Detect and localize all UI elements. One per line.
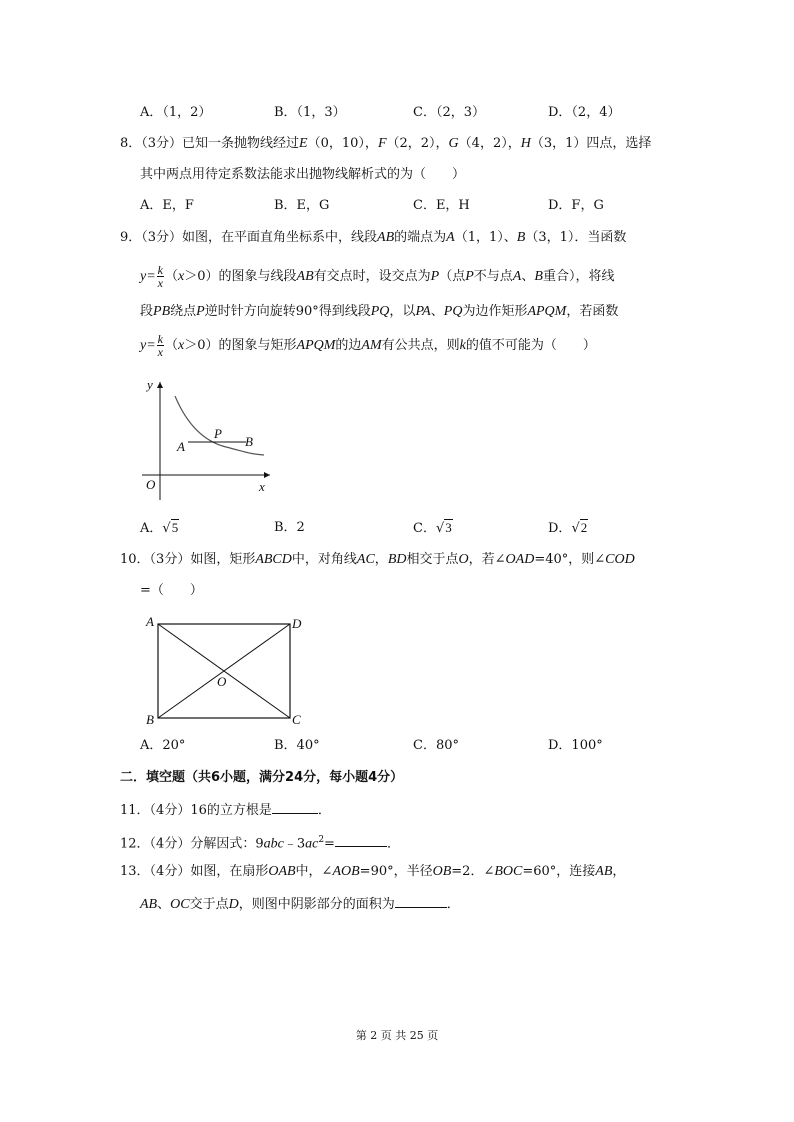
q9-option-c-radicand: 3 bbox=[445, 520, 452, 535]
q9-stem-line3 bbox=[140, 302, 618, 322]
q11-end: ． bbox=[317, 803, 331, 818]
q9-var: APQM bbox=[296, 338, 336, 353]
q13-end: ． bbox=[446, 897, 460, 912]
q9-var: AB bbox=[377, 230, 395, 245]
q9-option-d-radicand: 2 bbox=[580, 520, 588, 535]
q13-text: ， bbox=[612, 864, 626, 879]
q9-var: PQ bbox=[443, 304, 463, 319]
q9-text: 、 bbox=[430, 304, 444, 319]
q9-option-d-prefix: D． bbox=[548, 521, 572, 536]
q8-point-f: F bbox=[377, 136, 387, 151]
q9-var: PA bbox=[415, 304, 431, 319]
q10-stem-line2: =（ ） bbox=[140, 583, 203, 598]
q8-option-a: A．E，F bbox=[140, 198, 194, 213]
q13-var: OB bbox=[432, 864, 452, 879]
vertex-c-label: C bbox=[292, 712, 301, 727]
origin-label: O bbox=[146, 477, 156, 492]
q10-var: O bbox=[458, 552, 469, 567]
q13-stem-line2 bbox=[140, 893, 460, 915]
q9-text: 为边作矩形 bbox=[462, 304, 528, 319]
q8-coord-f: （2，2）， bbox=[386, 136, 449, 151]
q9-text: （ bbox=[165, 338, 179, 353]
q9-text: （点 bbox=[439, 269, 466, 284]
q7-option-a: A．（1，2） bbox=[140, 105, 212, 120]
q8-option-c: C．E，H bbox=[413, 198, 470, 213]
q9-var: A bbox=[446, 230, 455, 245]
q8-coord-g: （4，2）， bbox=[458, 136, 521, 151]
q10-text: ， bbox=[374, 552, 388, 567]
q8-coord-e: （0，10）， bbox=[307, 136, 378, 151]
vertex-d-label: D bbox=[292, 616, 302, 631]
sqrt-icon: √3 bbox=[435, 520, 452, 536]
q9-text: 9．（3分）如图，在平面直角坐标系中，线段 bbox=[120, 230, 378, 245]
q13-text: 13．（4分）如图，在扇形 bbox=[120, 864, 269, 879]
q13-text: 、 bbox=[157, 897, 171, 912]
q9-stem-line4 bbox=[140, 331, 596, 361]
q10-text: =40°，则∠ bbox=[534, 552, 606, 567]
q9-text: 有公共点，则 bbox=[381, 338, 460, 353]
q9-text: 重合），将线 bbox=[542, 269, 615, 284]
point-a-label: A bbox=[177, 439, 185, 454]
q10-rectangle-figure bbox=[140, 612, 310, 732]
q9-text: 不与点 bbox=[473, 269, 513, 284]
q9-var: AB bbox=[296, 269, 314, 284]
q11-text: 11．（4分）16的立方根是 bbox=[120, 803, 272, 818]
q12-equals: = bbox=[324, 836, 335, 852]
q13-var: AB bbox=[595, 864, 613, 879]
q10-text: 相交于点 bbox=[406, 552, 459, 567]
q9-option-c bbox=[413, 518, 453, 539]
q13-var: BOC bbox=[494, 864, 523, 879]
q13-var: OAB bbox=[268, 864, 296, 879]
q13-text: ，则图中阴影部分的面积为 bbox=[238, 897, 395, 912]
q11-answer-blank[interactable] bbox=[272, 799, 318, 814]
vertex-a-label: A bbox=[146, 614, 154, 629]
q9-var: A bbox=[512, 269, 522, 284]
q8-point-h: H bbox=[520, 136, 531, 151]
q9-option-a-radicand: 5 bbox=[171, 520, 179, 535]
q9-frac-num: k bbox=[157, 332, 163, 346]
q9-var: k bbox=[459, 338, 466, 353]
q9-option-a bbox=[140, 518, 179, 539]
q8-stem-line1 bbox=[120, 134, 651, 154]
q9-stem-line2 bbox=[140, 262, 614, 292]
q13-var: D bbox=[228, 897, 239, 912]
q9-option-b: B．2 bbox=[274, 520, 305, 535]
q9-func-lhs: y= bbox=[140, 338, 156, 353]
q9-frac-den: x bbox=[157, 276, 163, 290]
center-o-label: O bbox=[217, 674, 227, 689]
q8-point-e: E bbox=[299, 136, 308, 151]
q10-option-d: D．100° bbox=[548, 738, 603, 753]
q12-term: abc bbox=[263, 836, 284, 852]
q9-text: 的端点为 bbox=[394, 230, 447, 245]
q8-point-g: G bbox=[448, 136, 459, 151]
q10-option-a: A．20° bbox=[140, 738, 186, 753]
q13-var: AOB bbox=[332, 864, 360, 879]
point-b-label: B bbox=[245, 434, 253, 449]
sqrt-icon: √2 bbox=[571, 520, 588, 536]
q9-var: AM bbox=[361, 338, 382, 353]
q9-text: 的值不可能为（ ） bbox=[465, 338, 596, 353]
q10-var: OAD bbox=[505, 552, 535, 567]
q9-fraction bbox=[157, 264, 164, 289]
q9-var: PB bbox=[153, 304, 171, 319]
q9-text: ，以 bbox=[389, 304, 416, 319]
point-p-label: P bbox=[214, 426, 222, 441]
vertex-b-label: B bbox=[146, 712, 154, 727]
q7-option-b: B．（1，3） bbox=[274, 105, 346, 120]
q9-text: （ bbox=[165, 269, 179, 284]
q9-text: ＞0）的图象与矩形 bbox=[184, 338, 297, 353]
q8-number: 8．（3分）已知一条抛物线经过 bbox=[120, 136, 300, 151]
q9-text: 、 bbox=[521, 269, 535, 284]
q10-var: BD bbox=[387, 552, 407, 567]
q10-text: ，若∠ bbox=[468, 552, 506, 567]
q12-end: ． bbox=[386, 836, 400, 852]
q7-option-c: C．（2，3） bbox=[413, 105, 485, 120]
q12-text: 12．（4分）分解因式：9 bbox=[120, 836, 264, 852]
page-footer: 第 2 页 共 25 页 bbox=[355, 1029, 439, 1042]
y-axis-label: y bbox=[147, 377, 153, 392]
q13-text: 交于点 bbox=[189, 897, 229, 912]
q8-option-b: B．E，G bbox=[274, 198, 330, 213]
q9-var: P bbox=[430, 269, 440, 284]
q12-term: ac bbox=[305, 836, 319, 852]
q9-var: APQM bbox=[527, 304, 567, 319]
q10-option-b: B．40° bbox=[274, 738, 320, 753]
q9-var: x bbox=[178, 269, 185, 284]
q9-frac-num: k bbox=[157, 263, 163, 277]
q9-stem-line1 bbox=[120, 228, 626, 248]
q9-option-a-prefix: A． bbox=[140, 521, 163, 536]
x-axis-label: x bbox=[259, 479, 265, 494]
q13-text: =2．∠ bbox=[451, 864, 495, 879]
q13-stem-line1 bbox=[120, 862, 625, 882]
q9-text: 逆时针方向旋转90°得到线段 bbox=[204, 304, 371, 319]
q13-var: AB bbox=[140, 897, 158, 912]
q9-text: ＞0）的图象与线段 bbox=[184, 269, 297, 284]
q9-func-lhs: y= bbox=[140, 269, 156, 284]
q7-option-d: D．（2，4） bbox=[548, 105, 621, 120]
q9-text: 段 bbox=[140, 304, 154, 319]
q9-text: 绕点 bbox=[170, 304, 197, 319]
q9-var: PQ bbox=[370, 304, 390, 319]
q9-text: 有交点时，设交点为 bbox=[313, 269, 431, 284]
q12-stem bbox=[120, 830, 400, 854]
q9-text: 的边 bbox=[335, 338, 362, 353]
q9-var: P bbox=[465, 269, 474, 284]
q8-option-d: D．F，G bbox=[548, 198, 604, 213]
q8-stem-line2: 其中两点用待定系数法能求出抛物线解析式的为（ ） bbox=[140, 167, 466, 182]
q12-minus: ﹣3 bbox=[283, 836, 306, 852]
q9-fraction bbox=[157, 333, 164, 358]
q11-stem bbox=[120, 799, 331, 821]
q10-var: ABCD bbox=[255, 552, 292, 567]
q13-text: =60°，连接 bbox=[522, 864, 596, 879]
q8-coord-h: （3，1）四点，选择 bbox=[530, 136, 652, 151]
q10-var: COD bbox=[605, 552, 635, 567]
q10-text: 中，对角线 bbox=[291, 552, 357, 567]
q9-text: （3，1）．当函数 bbox=[525, 230, 627, 245]
q9-text: （1，1）、 bbox=[454, 230, 517, 245]
q12-answer-blank[interactable] bbox=[335, 832, 387, 847]
q9-var: B bbox=[534, 269, 543, 284]
q9-option-d bbox=[548, 518, 588, 539]
sqrt-icon: √5 bbox=[162, 520, 179, 536]
q13-text: 中，∠ bbox=[295, 864, 333, 879]
section-heading: 二．填空题（共6小题，满分24分，每小题4分） bbox=[120, 770, 404, 785]
q13-text: =90°，半径 bbox=[359, 864, 433, 879]
q9-frac-den: x bbox=[157, 345, 163, 359]
q9-option-c-prefix: C． bbox=[413, 521, 436, 536]
q10-var: AC bbox=[356, 552, 375, 567]
q9-text: ，若函数 bbox=[566, 304, 619, 319]
q10-stem-line1 bbox=[120, 550, 635, 570]
q12-exponent: 2 bbox=[318, 835, 325, 845]
q10-text: 10．（3分）如图，矩形 bbox=[120, 552, 256, 567]
q9-var: x bbox=[178, 338, 185, 353]
q9-var: P bbox=[196, 304, 205, 319]
q9-var: B bbox=[516, 230, 526, 245]
q9-graph-figure bbox=[138, 372, 278, 502]
q13-var: OC bbox=[170, 897, 190, 912]
q10-option-c: C．80° bbox=[413, 738, 459, 753]
q13-answer-blank[interactable] bbox=[395, 893, 447, 908]
